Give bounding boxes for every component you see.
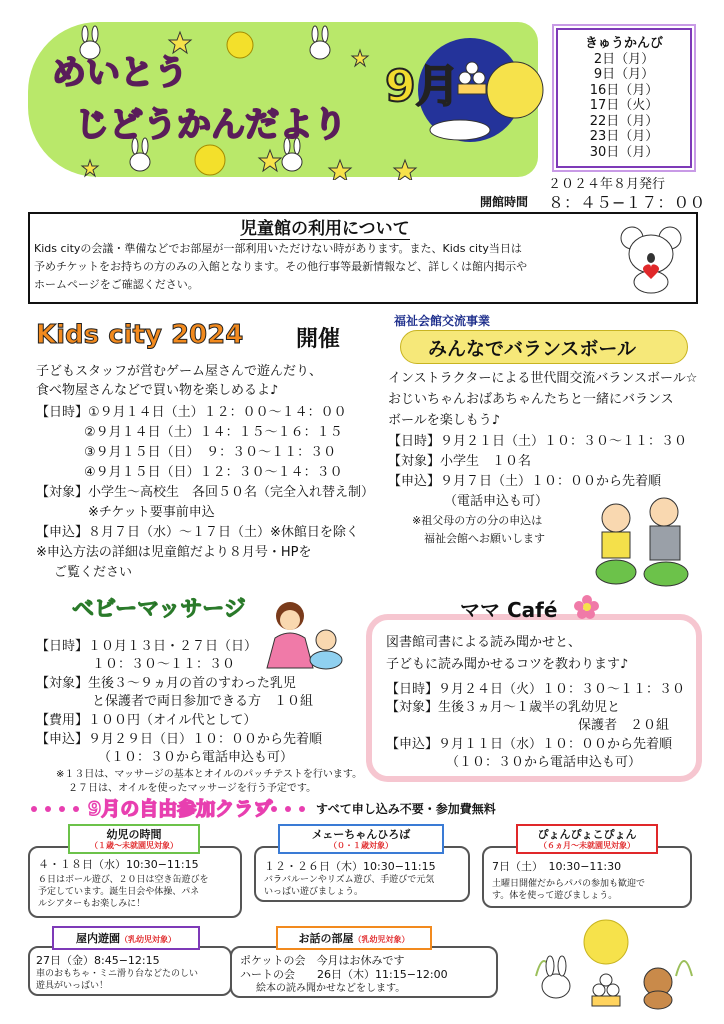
- moon-viewing-icon: [526, 916, 696, 1012]
- club-desc: [38, 874, 208, 910]
- closed-day: 2日（月）: [593, 51, 655, 67]
- mama-intro: [386, 632, 628, 676]
- club-desc: [36, 968, 198, 992]
- closed-day: 17日（火）: [589, 98, 659, 113]
- balance-tag: 福祉会館交流事業: [394, 314, 491, 328]
- ohanashi-line: 絵本の読み聞かせなどをします。: [256, 983, 406, 994]
- baby-row: 【申込】９月２９日（日）１０：００から先着順: [36, 732, 323, 747]
- issue-date: ２０２４年８月発行: [548, 177, 666, 192]
- desc-line: 車のおもちゃ・ミニ滑り台などたのしい: [36, 969, 199, 979]
- club-sub: （乳幼児対象）: [353, 935, 410, 944]
- month-label: 9月: [385, 61, 460, 112]
- closed-day: 16日（月）: [589, 82, 659, 98]
- baby-note: ２７日は、オイルを使ったマッサージを行う予定です。: [68, 783, 317, 794]
- moon-icon: [195, 145, 225, 175]
- closed-day: 9日（月）: [593, 67, 655, 82]
- intro-line: 子どもに読み聞かせるコツを教わります♪: [386, 657, 629, 672]
- closed-day: 30日（月）: [589, 144, 659, 160]
- koala-icon: [618, 222, 684, 294]
- closed-days-heading: きゅうかんび: [584, 36, 663, 51]
- closed-day: 23日（月）: [589, 129, 659, 144]
- balance-row: （電話申込も可）: [444, 494, 549, 509]
- club-tag-ohanashi: [276, 926, 432, 950]
- club-sub: （乳幼児対象）: [120, 935, 176, 944]
- club-when: 7日（土） 10:30−11:30: [492, 860, 622, 873]
- grandparents-icon: [586, 488, 696, 588]
- mama-cafe-title: ママ Café: [460, 598, 558, 622]
- desc-line: 遊具がいっぱい！: [36, 981, 109, 991]
- club-note: すべて申し込み不要・参加費無料: [316, 802, 496, 816]
- club-tag-okunai: [52, 926, 200, 950]
- balance-row: 福祉会館へお願いします: [424, 532, 545, 545]
- dango-icon: [592, 974, 620, 1006]
- club-name: ぴょんぴょこぴょん: [537, 828, 637, 841]
- kids-city-row: ※チケット要事前申込: [88, 505, 215, 520]
- mama-row: 【申込】９月１１日（水）１０：００から先着順: [386, 737, 673, 752]
- club-name: お話の部屋: [298, 932, 354, 945]
- ohanashi-line: ポケットの会 今月はお休みです: [240, 954, 405, 967]
- bunny-icon: [542, 956, 570, 998]
- usage-text: [34, 240, 527, 294]
- club-desc: [492, 878, 645, 902]
- kids-city-row: 【対象】小学生〜高校生 各回５０名（完全入れ替え制）: [36, 485, 375, 500]
- newsletter-title-line2: じどうかんだより: [75, 105, 347, 145]
- kids-city-row: 【申込】８月７日（水）〜１７日（土）※休館日を除く: [36, 525, 359, 540]
- club-tag-pyon: [516, 824, 658, 854]
- intro-line: ボールを楽しもう♪: [388, 413, 501, 428]
- desc-line: バラバルーンやリズム遊び、手遊びで元気: [264, 875, 435, 885]
- baby-massage-icon: [260, 598, 350, 678]
- kids-city-intro: [36, 362, 322, 400]
- baby-row: （１０：３０から電話申込も可）: [98, 750, 294, 765]
- balance-row: 【対象】小学生 １０名: [388, 454, 532, 469]
- mama-row: （１０：３０から電話申込も可）: [446, 755, 642, 770]
- mama-row: 【対象】生後３ヵ月〜１歳半の乳幼児と: [386, 700, 621, 715]
- club-sub: （６ヵ月〜未就園児対象）: [539, 841, 635, 850]
- club-name: 幼児の時間: [106, 828, 162, 841]
- baby-row: と保護者で両日参加できる方 １０組: [92, 694, 314, 709]
- kids-city-row: ③９月１５日（日） ９：３０〜１１：３０: [84, 445, 337, 460]
- club-name: 屋内遊園: [76, 932, 120, 945]
- balance-row: 【日時】９月２１日（土）１０：３０〜１１：３０: [388, 434, 688, 449]
- desc-line: ６日はボール遊び、２０日は空き缶遊びを: [38, 875, 209, 885]
- kids-city-row: ②９月１４日（土）１４：１５〜１６：１５: [84, 425, 343, 440]
- club-tag-mee: [278, 824, 444, 854]
- kids-city-row: ④９月１５日（日）１２：３０〜１４：３０: [84, 465, 343, 480]
- club-when: １２・２６日（木）10:30−11:15: [264, 860, 436, 873]
- balance-row: ※祖父母の方の分の申込は: [412, 514, 543, 527]
- club-title: 9月の自由参加クラブ: [88, 798, 273, 820]
- kids-city-title-suffix: 開催: [296, 327, 341, 352]
- star-icon: [329, 160, 351, 180]
- club-name: メェーちゃんひろば: [311, 828, 411, 841]
- kids-city-title: Kids city 2024: [36, 320, 244, 350]
- baby-massage-title: ベビーマッサージ: [72, 597, 246, 622]
- closed-days-box: [556, 28, 692, 168]
- club-tag-youji: [68, 824, 200, 854]
- usage-line: Kids cityの会議・準備などでお部屋が一部利用いただけない時があります。また、Kids city当日は: [34, 242, 522, 255]
- usage-heading: 児童館の利用について: [240, 214, 410, 240]
- closed-day: 22日（月）: [589, 113, 659, 129]
- ohanashi-line: ハートの会 26日（木）11:15−12:00: [240, 968, 448, 981]
- desc-line: 土曜日開催だからパパの参加も歓迎で: [492, 879, 646, 889]
- tanuki-icon: [644, 968, 672, 1009]
- kids-city-row: ご覧ください: [54, 565, 133, 580]
- balance-title: みんなでバランスボール: [428, 338, 637, 360]
- mama-row: 【日時】９月２４日（火）１０：３０〜１１：３０: [386, 682, 686, 697]
- star-icon: [394, 160, 416, 180]
- usage-line: ホームページをご確認ください。: [34, 278, 199, 291]
- newsletter-title-line1: めいとう: [52, 53, 188, 93]
- club-when: 27日（金）8:45−12:15: [36, 954, 160, 967]
- usage-line: 予めチケットをお持ちの方のみの入館となります。その他行事等最新情報など、詳しくは館内掲示や: [34, 260, 528, 273]
- baby-row: 【対象】生後３〜９ヵ月の首のすわった乳児: [36, 676, 296, 691]
- baby-row: 【日時】１０月１３日・２７日（日）: [36, 639, 258, 654]
- baby-row: １０：３０〜１１：３０: [92, 657, 236, 672]
- balance-intro: [388, 368, 697, 431]
- baby-note: ※１３日は、マッサージの基本とオイルのパッチテストを行います。: [56, 769, 363, 780]
- desc-line: いっぱい遊びましょう。: [264, 887, 364, 897]
- intro-line: 図書館司書による読み聞かせと、: [386, 635, 582, 650]
- star-icon: [352, 50, 368, 66]
- intro-line: インストラクターによる世代間交流バランスボール☆: [388, 371, 698, 386]
- intro-line: 食べ物屋さんなどで買い物を楽しめるよ♪: [36, 383, 279, 398]
- hours-value: ８：４５−１７：００: [548, 193, 706, 212]
- bunny-icon: [310, 26, 330, 59]
- kids-city-row: ※申込方法の詳細は児童館だより８月号・HPを: [36, 545, 312, 560]
- kids-city-row: 【日時】①９月１４日（土）１２：００〜１４：００: [36, 405, 347, 420]
- hours-label: 開館時間: [480, 195, 529, 209]
- flower-icon: [574, 594, 600, 620]
- club-desc: [264, 874, 434, 898]
- desc-line: 予定しています。誕生日会や体操、パネ: [38, 887, 200, 897]
- intro-line: おじいちゃんおばあちゃんたちと一緒にバランス: [388, 392, 674, 407]
- moon-face-icon: [487, 62, 543, 118]
- club-sub: （０・１歳対象）: [329, 841, 393, 850]
- club-sub: （１歳〜未就園児対象）: [90, 841, 178, 850]
- desc-line: ルシアターもお楽しみに！: [38, 899, 146, 909]
- intro-line: 子どもスタッフが営むゲーム屋さんで遊んだり、: [36, 364, 323, 379]
- mama-row: 保護者 ２０組: [578, 718, 670, 733]
- star-icon: [82, 160, 98, 176]
- star-icon: [259, 150, 281, 171]
- balance-row: 【申込】９月７日（土）１０：００から先着順: [388, 474, 662, 489]
- cloud-icon: [430, 120, 490, 140]
- desc-line: す。体を使って遊びましょう。: [492, 891, 618, 901]
- moon-icon: [227, 32, 253, 58]
- club-when: ４・１８日（水）10:30−11:15: [38, 858, 199, 871]
- baby-row: 【費用】１００円（オイル代として）: [36, 713, 257, 728]
